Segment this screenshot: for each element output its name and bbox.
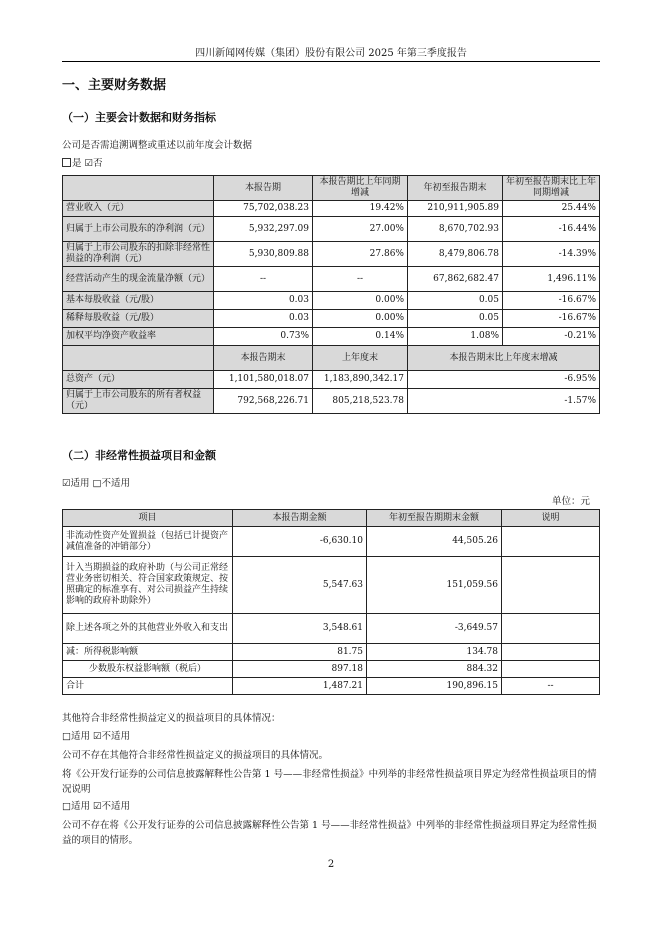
table-cell — [502, 661, 600, 678]
table-cell: 0.14% — [313, 328, 408, 346]
subsection-title-1: （一）主要会计数据和财务指标 — [62, 111, 216, 124]
table-cell: 67,862,682.47 — [408, 267, 503, 292]
row-label: 合计 — [63, 678, 233, 695]
table-header-cell: 年初至报告期末比上年同期增减 — [503, 176, 600, 201]
table-cell: 5,932,297.09 — [214, 217, 313, 242]
table-cell: 5,930,809.88 — [214, 242, 313, 267]
table-row — [63, 328, 600, 346]
table-row — [63, 557, 600, 614]
row-label: 总资产（元） — [63, 371, 214, 389]
table-row — [63, 242, 600, 267]
table-header-cell: 本报告期末比上年度末增减 — [408, 346, 600, 371]
header-divider — [62, 61, 600, 62]
non-recurring-items-table — [62, 509, 600, 695]
row-label: 少数股东权益影响额（税后） — [63, 661, 233, 678]
table-cell: 1,183,890,342.17 — [313, 371, 408, 389]
table-row — [63, 201, 600, 217]
row-label: 稀释每股收益（元/股） — [63, 310, 214, 328]
restate-options-text: 是 ☑否 — [72, 158, 103, 169]
table-cell: 792,568,226.71 — [214, 389, 313, 414]
table-cell: 27.86% — [313, 242, 408, 267]
table-header-cell: 说明 — [502, 510, 600, 527]
table-cell: 8,479,806.78 — [408, 242, 503, 267]
section-title: 一、主要财务数据 — [62, 78, 167, 93]
table-cell: 884.32 — [367, 661, 502, 678]
row-label: 基本每股收益（元/股） — [63, 292, 214, 310]
table-cell: -6.95% — [408, 371, 600, 389]
table-cell: -16.67% — [503, 310, 600, 328]
other-items-text: 其他符合非经常性损益定义的损益项目的具体情况： — [62, 713, 281, 724]
table-row — [63, 527, 600, 557]
row-label: 归属于上市公司股东的扣除非经常性损益的净利润（元） — [63, 242, 214, 267]
table-cell: -14.39% — [503, 242, 600, 267]
table-header-cell: 本报告期 — [214, 176, 313, 201]
table-header-cell: 本报告期末 — [214, 346, 313, 371]
table-cell: 1,496.11% — [503, 267, 600, 292]
table-header-cell: 年初至报告期末 — [408, 176, 503, 201]
table-header-row — [63, 176, 600, 201]
table-header-cell: 本报告期金额 — [233, 510, 367, 527]
table-header-cell: 上年度末 — [313, 346, 408, 371]
table-cell: -6,630.10 — [233, 527, 367, 557]
table-cell — [502, 614, 600, 644]
page-header: 四川新闻网传媒（集团）股份有限公司 2025 年第三季度报告 — [195, 48, 467, 59]
table-cell: 1,101,580,018.07 — [214, 371, 313, 389]
table-row — [63, 371, 600, 389]
row-label: 非流动性资产处置损益（包括已计提资产减值准备的冲销部分） — [63, 527, 233, 557]
table-row — [63, 678, 600, 695]
table-header-cell — [63, 346, 214, 371]
table-cell: 1.08% — [408, 328, 503, 346]
table-header-cell: 本报告期比上年同期增减 — [313, 176, 408, 201]
row-label: 除上述各项之外的其他营业外收入和支出 — [63, 614, 233, 644]
table-cell: 27.00% — [313, 217, 408, 242]
row-label: 加权平均净资产收益率 — [63, 328, 214, 346]
subsection-title-2: （二）非经常性损益项目和金额 — [62, 449, 216, 462]
table-cell: -1.57% — [408, 389, 600, 414]
table-header-cell: 项目 — [63, 510, 233, 527]
table-cell: 1,487.21 — [233, 678, 367, 695]
table-row — [63, 267, 600, 292]
definition-text: 将《公开发行证券的公司信息披露解释性公告第 1 号——非经常性损益》中列举的非经常性损益项目界定为经常性损益项目的情况说明 — [62, 769, 597, 795]
table-cell: -- — [313, 267, 408, 292]
no-other-items-text: 公司不存在其他符合非经常性损益定义的损益项目的具体情况。 — [62, 750, 329, 761]
table-cell: 151,059.56 — [367, 557, 502, 614]
table-row — [63, 292, 600, 310]
page-number: 2 — [327, 859, 335, 870]
row-label: 归属于上市公司股东的净利润（元） — [63, 217, 214, 242]
row-label: 归属于上市公司股东的所有者权益（元） — [63, 389, 214, 414]
table-cell: -3,649.57 — [367, 614, 502, 644]
table-cell: 0.00% — [313, 292, 408, 310]
applicable-options-2: □适用 ☑不适用 — [62, 731, 131, 742]
table-row — [63, 661, 600, 678]
row-label: 减：所得税影响额 — [63, 644, 233, 661]
table-cell: 134.78 — [367, 644, 502, 661]
table-cell: -- — [502, 678, 600, 695]
checkbox-icon — [62, 158, 71, 167]
table-header-row — [63, 510, 600, 527]
table-cell — [502, 644, 600, 661]
table-cell: 19.42% — [313, 201, 408, 217]
table-row — [63, 310, 600, 328]
table-cell: -16.44% — [503, 217, 600, 242]
table-cell: 0.73% — [214, 328, 313, 346]
table-cell: 190,896.15 — [367, 678, 502, 695]
table-cell: 3,548.61 — [233, 614, 367, 644]
table-cell — [502, 557, 600, 614]
table-cell: 0.05 — [408, 292, 503, 310]
table-cell: 81.75 — [233, 644, 367, 661]
no-reclassification-text: 公司不存在将《公开发行证券的公司信息披露解释性公告第 1 号——非经常性损益》中列举的非经常性损益项目界定为经常性损益的项目的情形。 — [62, 820, 597, 846]
table-header-row — [63, 346, 600, 371]
financial-indicators-table — [62, 175, 600, 414]
restate-options — [62, 156, 598, 171]
table-cell: 44,505.26 — [367, 527, 502, 557]
table-cell: 805,218,523.78 — [313, 389, 408, 414]
table-cell: 5,547.63 — [233, 557, 367, 614]
table-cell: 25.44% — [503, 201, 600, 217]
table-header-cell — [63, 176, 214, 201]
table-row — [63, 644, 600, 661]
table-cell: 0.00% — [313, 310, 408, 328]
row-label: 计入当期损益的政府补助（与公司正常经营业务密切相关、符合国家政策规定、按照确定的标准享有、对公司损益产生持续影响的政府补助除外） — [63, 557, 233, 614]
table-cell: 75,702,038.23 — [214, 201, 313, 217]
table-cell: 0.05 — [408, 310, 503, 328]
table-cell: -16.67% — [503, 292, 600, 310]
table-cell: 8,670,702.93 — [408, 217, 503, 242]
unit-label: 单位：元 — [551, 496, 590, 507]
table-cell: -- — [214, 267, 313, 292]
applicable-options-3: □适用 ☑不适用 — [62, 801, 131, 812]
table-row — [63, 614, 600, 644]
table-row — [63, 389, 600, 414]
table-cell: 210,911,905.89 — [408, 201, 503, 217]
table-cell: 897.18 — [233, 661, 367, 678]
restate-question: 公司是否需追溯调整或重述以前年度会计数据 — [62, 140, 253, 151]
row-label: 经营活动产生的现金流量净额（元） — [63, 267, 214, 292]
table-header-cell: 年初至报告期期末金额 — [367, 510, 502, 527]
table-cell: -0.21% — [503, 328, 600, 346]
table-cell: 0.03 — [214, 310, 313, 328]
row-label: 营业收入（元） — [63, 201, 214, 217]
table-row — [63, 217, 600, 242]
applicable-options-1: ☑适用 □不适用 — [62, 478, 131, 489]
table-cell: 0.03 — [214, 292, 313, 310]
table-cell — [502, 527, 600, 557]
